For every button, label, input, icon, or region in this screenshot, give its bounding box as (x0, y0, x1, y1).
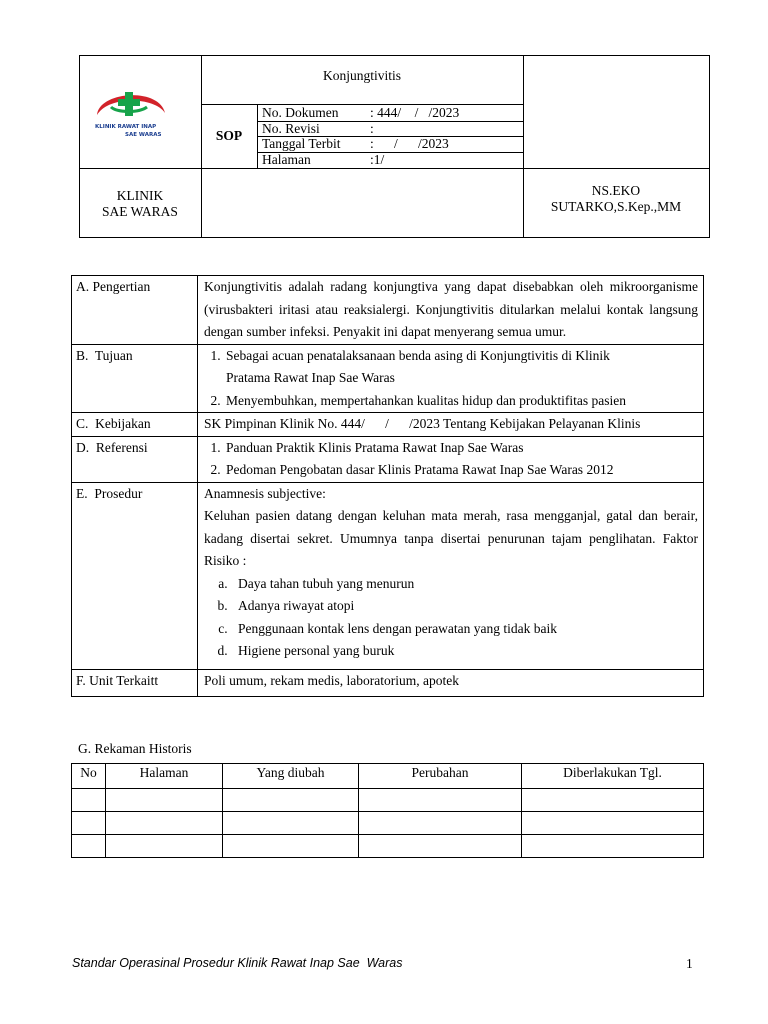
clinic-name (79, 188, 201, 220)
signer-name-line2: SUTARKO,S.Kep.,MM (550, 199, 682, 214)
doc-field-no-revisi (262, 121, 522, 136)
table-cell (106, 835, 223, 858)
section-referensi-content (198, 436, 704, 482)
section-unit-text: Poli umum, rekam medis, laboratorium, apotek (198, 669, 704, 696)
list-item: 1. Panduan Praktik Klinis Pratama Rawat Inap Sae Waras (224, 437, 698, 460)
list-item: b. Adanya riwayat atopi (231, 595, 698, 618)
doc-field-value: :1/ (370, 152, 385, 167)
table-row (72, 835, 704, 858)
row-pengertian (72, 276, 704, 345)
section-kebijakan-text: SK Pimpinan Klinik No. 444/ / /2023 Tentang Kebijakan Pelayanan Klinis (198, 413, 704, 437)
clinic-name-line1: KLINIK (116, 188, 164, 203)
section-label: D. Referensi (72, 436, 198, 482)
clinic-cross-logo-icon (93, 83, 169, 123)
section-label: E. Prosedur (72, 482, 198, 669)
doc-field-label: Tanggal Terbit (262, 136, 341, 151)
section-label: B. Tujuan (72, 344, 198, 413)
signer-name (523, 183, 709, 215)
logo-text-line1: KLINIK RAWAT INAP (95, 124, 157, 130)
table-cell (522, 812, 704, 835)
table-cell (223, 789, 359, 812)
list-item: c. Penggunaan kontak lens dengan perawatan yang tidak baik (231, 618, 698, 641)
sop-header (79, 55, 710, 238)
signer-name-line1: NS.EKO (591, 183, 641, 198)
list-item: 2. Menyembuhkan, mempertahankan kualitas hidup dan produktifitas pasien (224, 390, 698, 413)
sop-content-table (71, 275, 704, 697)
history-title: G. Rekaman Historis (78, 741, 192, 756)
history-col-header: Perubahan (359, 764, 522, 789)
history-col-header: No (72, 764, 106, 789)
history-col-header: Halaman (106, 764, 223, 789)
tujuan-item1-line2: Pratama Rawat Inap Sae Waras (226, 370, 395, 385)
list-item (224, 345, 698, 390)
row-referensi (72, 436, 704, 482)
doc-field-label: No. Revisi (262, 121, 320, 136)
page-number: 1 (686, 956, 693, 971)
section-label: C. Kebijakan (72, 413, 198, 437)
clinic-name-line2: SAE WARAS (102, 204, 178, 219)
history-col-header: Diberlakukan Tgl. (522, 764, 704, 789)
doc-field-halaman (262, 152, 522, 167)
sop-label: SOP (215, 128, 243, 143)
history-header-row (72, 764, 704, 789)
section-prosedur-content (198, 482, 704, 669)
row-kebijakan (72, 413, 704, 437)
prosedur-heading: Anamnesis subjective: (204, 485, 326, 501)
doc-field-value: : 444/ / /2023 (370, 105, 460, 120)
doc-field-label: No. Dokumen (262, 105, 339, 120)
tujuan-item1-line1: Sebagai acuan penatalaksanaan benda asing di Konjungtivitis di Klinik (226, 347, 610, 363)
table-cell (359, 835, 522, 858)
doc-field-label: Halaman (262, 152, 311, 167)
section-tujuan-content (198, 344, 704, 413)
table-row (72, 812, 704, 835)
row-prosedur (72, 482, 704, 669)
table-cell (223, 835, 359, 858)
table-cell (72, 835, 106, 858)
section-label: F. Unit Terkaitt (72, 669, 198, 696)
table-cell (359, 789, 522, 812)
list-item: 2. Pedoman Pengobatan dasar Klinis Pratama Rawat Inap Sae Waras 2012 (224, 459, 698, 482)
table-cell (359, 812, 522, 835)
table-cell (223, 812, 359, 835)
doc-field-value: : (370, 121, 374, 136)
row-unit-terkait (72, 669, 704, 696)
prosedur-text: Keluhan pasien datang dengan keluhan mata merah, rasa mengganjal, gatal dan berair, kadang disertai sekret. Umumnya tanpa disertai penurunan tajam penglihatan. Faktor Risiko : (204, 508, 698, 568)
list-item: d. Higiene personal yang buruk (231, 640, 698, 663)
doc-field-tanggal-terbit (262, 136, 522, 151)
footer-text: Standar Operasinal Prosedur Klinik Rawat Inap Sae Waras (72, 956, 403, 970)
table-cell (522, 835, 704, 858)
doc-field-value: : / /2023 (370, 136, 449, 151)
table-cell (522, 789, 704, 812)
table-cell (72, 789, 106, 812)
list-item: a. Daya tahan tubuh yang menurun (231, 573, 698, 596)
section-label: A. Pengertian (72, 276, 198, 345)
table-cell (72, 812, 106, 835)
clinic-logo (93, 83, 169, 145)
history-table (71, 763, 704, 858)
table-cell (106, 812, 223, 835)
table-row (72, 789, 704, 812)
row-tujuan (72, 344, 704, 413)
history-col-header: Yang diubah (223, 764, 359, 789)
table-cell (106, 789, 223, 812)
section-pengertian-text: Konjungtivitis adalah radang konjungtiva yang dapat disebabkan oleh mikroorganisme (virusbakteri iritasi atau reaksialergi. Konjungtivitis ditularkan melalui kontak langsung dengan sumber infeksi. Penyakit ini dapat menyerang semua umur. (198, 276, 704, 345)
logo-text-line2: SAE WARAS (125, 132, 162, 138)
document-title: Konjungtivitis (322, 68, 401, 83)
doc-field-no-dokumen (262, 105, 522, 120)
